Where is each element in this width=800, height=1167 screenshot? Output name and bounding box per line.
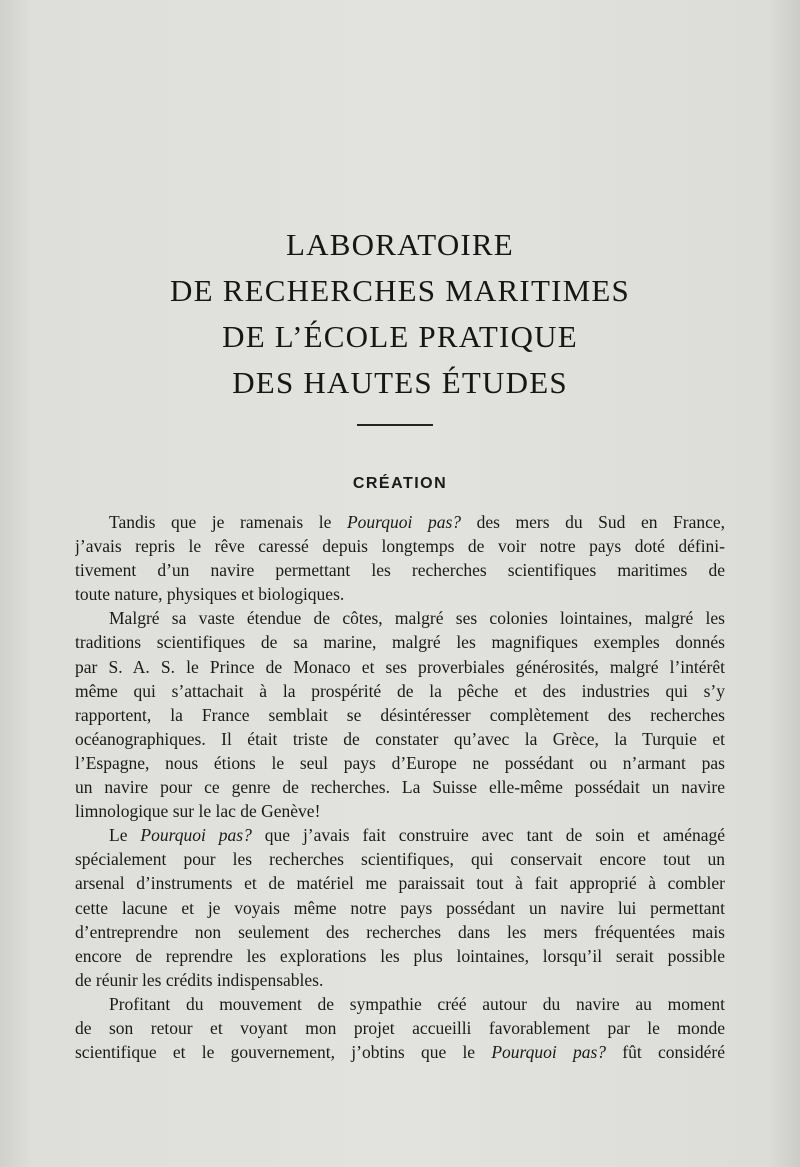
text-line: l’Espagne, nous étions le seul pays d’Europe ne possédant ou n’armant pas: [75, 752, 725, 773]
ship-name: Pourquoi pas?: [491, 1042, 607, 1063]
text-span: scientifique et le gouvernement, j’obtins que le: [75, 1042, 476, 1063]
section-heading: CRÉATION: [352, 475, 448, 492]
text-line: rapportent, la France semblait se désintéresser complètement des recherches: [75, 704, 725, 725]
text-line: toute nature, physiques et biologiques.: [75, 584, 345, 605]
text-line: traditions scientifiques de sa marine, malgré les magnifiques exemples donnés: [75, 632, 725, 653]
title-divider: [357, 424, 433, 426]
text-span: que j’avais fait construire avec tant de soin et aménagé: [264, 825, 725, 846]
text-line: [75, 823, 725, 847]
title-line-1: LABORATOIRE: [286, 227, 514, 262]
text-line: limnologique sur le lac de Genève!: [75, 801, 321, 822]
text-line: tivement d’un navire permettant les recherches scientifiques maritimes de: [75, 560, 725, 581]
text-line: océanographiques. Il était triste de constater qu’avec la Grèce, la Turquie et: [75, 728, 725, 749]
text-span: des mers du Sud en France,: [476, 512, 725, 532]
text-line: [75, 1040, 725, 1064]
text-line: de réunir les crédits indispensables.: [75, 969, 324, 990]
text-line: j’avais repris le rêve caressé depuis longtemps de voir notre pays doté défini-: [75, 536, 725, 557]
title-line-4: DES HAUTES ÉTUDES: [232, 365, 568, 400]
title-line-3: DE L’ÉCOLE PRATIQUE: [222, 319, 578, 354]
document-title: [0, 222, 800, 406]
text-line: même qui s’attachait à la prospérité de la pêche et des industries qui s’y: [75, 680, 725, 701]
text-line: par S. A. S. le Prince de Monaco et ses proverbiales générosités, malgré l’intérêt: [75, 656, 725, 677]
text-span: Tandis que je ramenais le: [109, 512, 332, 532]
text-line: spécialement pour les recherches scientifiques, qui conservait encore tout un: [75, 849, 725, 870]
text-line: cette lacune et je voyais même notre pays possédant un navire lui permettant: [75, 897, 725, 918]
text-line: de son retour et voyant mon projet accueilli favorablement par le monde: [75, 1017, 725, 1038]
ship-name: Pourquoi pas?: [140, 825, 252, 846]
text-span: Le: [109, 825, 128, 846]
text-line: [75, 510, 725, 534]
text-line: arsenal d’instruments et de matériel me paraissait tout à fait approprié à combler: [75, 873, 725, 894]
text-line: un navire pour ce genre de recherches. La Suisse elle-même possédait un navire: [75, 777, 725, 798]
text-line: Malgré sa vaste étendue de côtes, malgré ses colonies lointaines, malgré les: [109, 608, 725, 629]
text-span: fût considéré: [622, 1042, 725, 1063]
ship-name: Pourquoi pas?: [346, 512, 462, 532]
body-text: [75, 510, 725, 1064]
text-line: encore de reprendre les explorations les plus lointaines, lorsqu’il serait possible: [75, 945, 725, 966]
text-line: d’entreprendre non seulement des recherches dans les mers fréquentées mais: [75, 921, 725, 942]
title-line-2: DE RECHERCHES MARITIMES: [170, 273, 630, 308]
text-line: Profitant du mouvement de sympathie créé autour du navire au moment: [109, 993, 725, 1014]
